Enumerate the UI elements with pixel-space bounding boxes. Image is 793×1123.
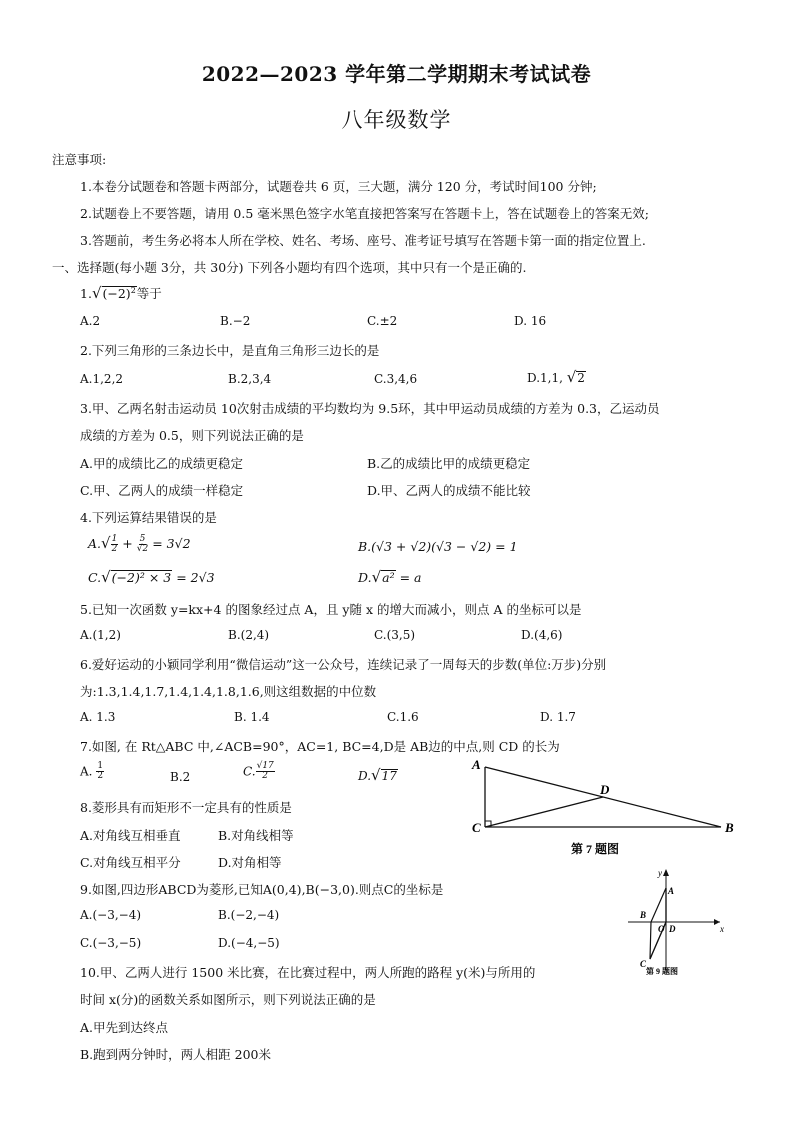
section-heading: 一、选择题(每小题 3分，共 30分) 下列各小题均有四个选项，其中只有一个是正确的. [52, 260, 527, 275]
question-7-stem: 7.如图, 在 Rt△ABC 中,∠ACB=90°，AC=1, BC=4,D是 AB边的中点,则 CD 的长为 [80, 739, 560, 754]
notice-item: 3.答题前，考生务必将本人所在学校、姓名、考场、座号、准考证号填写在答题卡第一面的指定位置上. [80, 233, 646, 248]
label-b: B [640, 910, 647, 920]
q7-option-d: D.√17 [358, 766, 397, 784]
q6-option-b: B. 1.4 [234, 710, 270, 724]
question-1-stem: $1.√(-2)^2$等于 [80, 284, 162, 302]
figure-7-caption: 第 7 题图 [571, 842, 620, 856]
figure-7-triangle [468, 755, 743, 865]
q1-option-b: B.−2 [220, 314, 251, 328]
q3-option-d: D.甲、乙两人的成绩不能比较 [367, 483, 531, 498]
q6-option-d: D. 1.7 [540, 710, 576, 724]
q5-option-c: C.(3,5) [374, 628, 416, 642]
q8-option-a: A.对角线互相垂直 [80, 828, 181, 843]
q9-option-d: D.(−4,−5) [218, 936, 280, 950]
q7-option-b: B.2 [170, 770, 191, 784]
q9-option-a: A.(−3,−4) [80, 908, 142, 922]
figure-9-caption: 第 9 题图 [646, 967, 678, 976]
y-axis-arrow [663, 869, 669, 876]
label-b: B [725, 820, 734, 835]
question-2-stem: 2.下列三角形的三条边长中，是直角三角形三边长的是 [80, 343, 380, 358]
question-10-stem: 10.甲、乙两人进行 1500 米比赛，在比赛过程中，两人所跑的路程 y(米)与所用的 [80, 965, 536, 980]
q4-option-d: D.√a² = a [358, 568, 422, 586]
q1-option-a: A.2 [80, 314, 101, 328]
page-title: 2022—2023 学年第二学期期末考试试卷 [201, 62, 592, 86]
label-a: A [472, 757, 481, 772]
q4-option-b: B.(√3 + √2)(√3 − √2) = 1 [358, 539, 518, 554]
figure-9-rhombus [628, 866, 738, 978]
q5-option-d: D.(4,6) [521, 628, 563, 642]
label-c: C [640, 959, 647, 969]
label-d: D [669, 924, 676, 934]
question-8-stem: 8.菱形具有而矩形不一定具有的性质是 [80, 800, 292, 815]
question-10-stem-cont: 时间 x(分)的函数关系如图所示，则下列说法正确的是 [80, 992, 376, 1007]
q1-option-d: D. 16 [514, 314, 547, 328]
q6-option-c: C.1.6 [387, 710, 419, 724]
label-y: y [658, 868, 662, 878]
label-x: x [720, 924, 724, 934]
question-3-stem: 3.甲、乙两名射击运动员 10次射击成绩的平均数均为 9.5环，其中甲运动员成绩的方差为 0.3，乙运动员 [80, 401, 660, 416]
label-o: O [658, 924, 665, 934]
q7-option-a: A. $\frac{1}{2}$ [80, 761, 104, 782]
q8-option-b: B.对角线相等 [218, 828, 294, 843]
q4-option-a: A.√ $\frac{1}{2}$ + $\frac{5}{√2}$ = 3√2 [88, 533, 191, 554]
q5-option-a: A.(1,2) [80, 628, 121, 642]
q5-option-b: B.(2,4) [228, 628, 270, 642]
q4-option-c: C.√(−2)² × 3 = 2√3 [88, 568, 215, 586]
q8-option-c: C.对角线互相平分 [80, 855, 181, 870]
question-6-stem: 6.爱好运动的小颖同学利用“微信运动”这一公众号，连续记录了一周每天的步数(单位:万步)分别 [80, 657, 607, 672]
notice-item: 1.本卷分试题卷和答题卡两部分，试题卷共 6 页，三大题，满分 120 分，考试时间100 分钟; [80, 179, 597, 194]
question-4-stem: 4.下列运算结果错误的是 [80, 510, 217, 525]
q6-option-a: A. 1.3 [80, 710, 116, 724]
q10-option-b: B.跑到两分钟时，两人相距 200米 [80, 1047, 271, 1062]
q1-option-c: C.±2 [367, 314, 398, 328]
label-a: A [668, 886, 675, 896]
q10-option-a: A.甲先到达终点 [80, 1020, 169, 1035]
q3-option-a: A.甲的成绩比乙的成绩更稳定 [80, 456, 244, 471]
question-9-stem: 9.如图,四边形ABCD为菱形,已知A(0,4),B(−3,0).则点C的坐标是 [80, 882, 444, 897]
page-subtitle: 八年级数学 [341, 108, 452, 132]
q9-option-c: C.(−3,−5) [80, 936, 142, 950]
question-3-stem-cont: 成绩的方差为 0.5，则下列说法正确的是 [80, 428, 304, 443]
q2-option-d: D.1,1, √2 [527, 368, 585, 386]
question-5-stem: 5.已知一次函数 y=kx+4 的图象经过点 A，且 y随 x 的增大而减小，则点 A 的坐标可以是 [80, 602, 582, 617]
q2-option-a: A.1,2,2 [80, 372, 124, 386]
median-cd [485, 797, 603, 827]
q7-option-c: C. $\frac{√17}{2}$ [243, 761, 274, 782]
q9-option-b: B.(−2,−4) [218, 908, 280, 922]
q3-option-c: C.甲、乙两人的成绩一样稳定 [80, 483, 244, 498]
question-6-stem-cont: 为:1.3,1.4,1.7,1.4,1.4,1.8,1.6,则这组数据的中位数 [80, 684, 377, 699]
notice-item: 2.试题卷上不要答题，请用 0.5 毫米黑色签字水笔直接把答案写在答题卡上，答在试题卷上的答案无效; [80, 206, 649, 221]
q8-option-d: D.对角相等 [218, 855, 282, 870]
q2-option-c: C.3,4,6 [374, 372, 418, 386]
notice-heading: 注意事项: [52, 152, 107, 167]
q2-option-b: B.2,3,4 [228, 372, 272, 386]
label-c: C [472, 820, 481, 835]
q3-option-b: B.乙的成绩比甲的成绩更稳定 [367, 456, 531, 471]
label-d: D [600, 782, 610, 797]
